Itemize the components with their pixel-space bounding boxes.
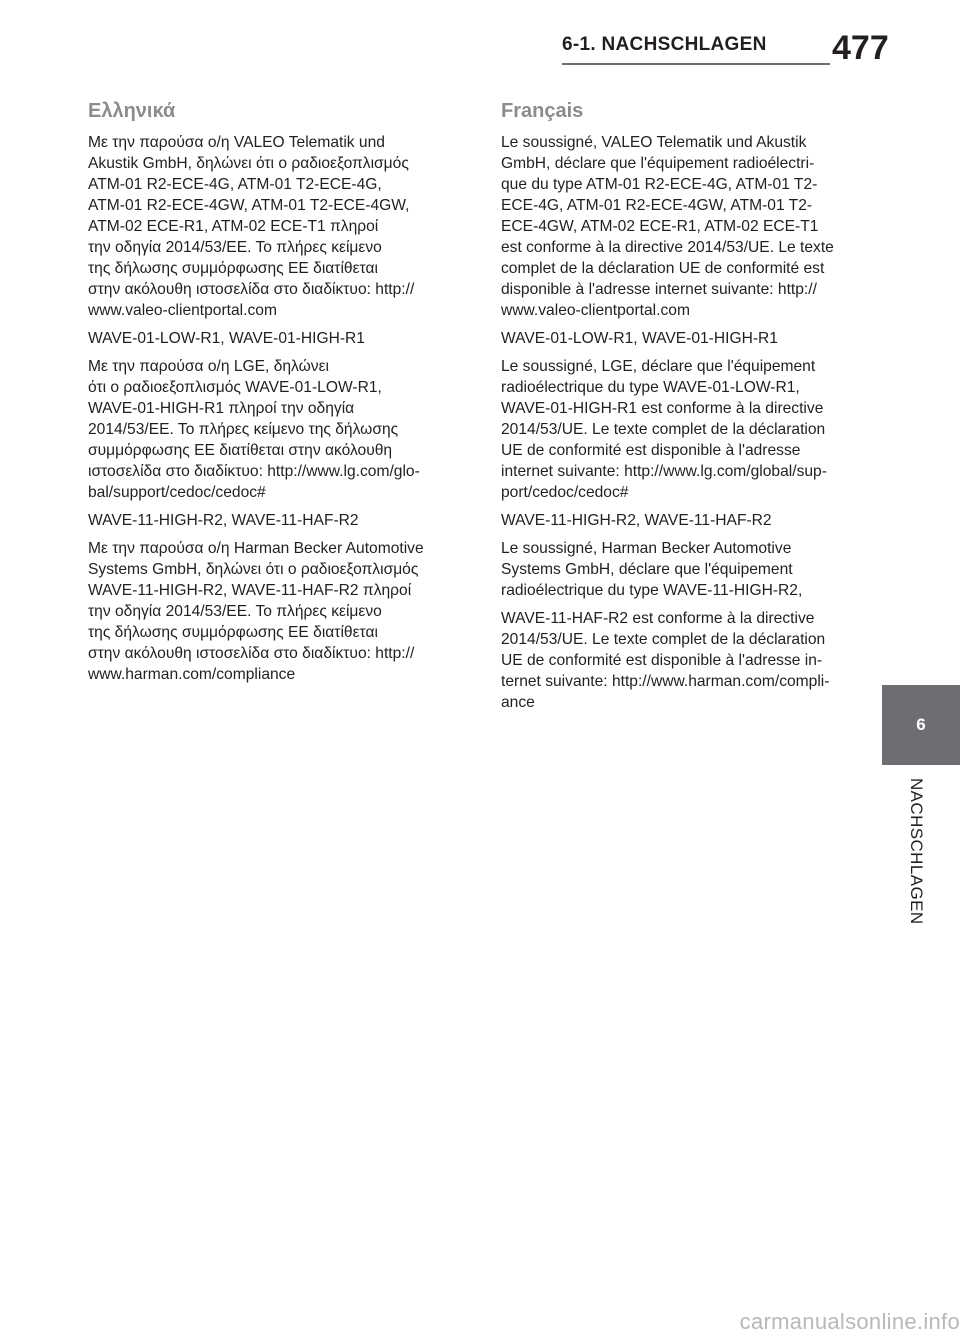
paragraph: [501, 538, 846, 601]
text-line: WAVE-01-LOW-R1, WAVE-01-HIGH-R1: [501, 330, 778, 347]
text-line: ternet suivante: http://www.harman.com/compli-: [501, 673, 830, 690]
paragraph: [88, 132, 453, 321]
text-line: 2014/53/UE. Le texte complet de la déclaration: [501, 631, 826, 648]
text-line: 2014/53/ΕΕ. Το πλήρες κείμενο της δήλωσης: [88, 421, 399, 438]
header-rule: [562, 63, 830, 65]
text-line: ECE-4G, ATM-01 R2-ECE-4GW, ATM-01 T2-: [501, 197, 813, 214]
paragraph: [501, 356, 846, 503]
text-line: WAVE-11-HIGH-R2, WAVE-11-HAF-R2: [501, 512, 772, 529]
text-line: www.valeo-clientportal.com: [501, 302, 690, 319]
text-line: Με την παρούσα ο/η VALEO Telematik und: [88, 134, 385, 151]
watermark: carmanualsonline.info: [739, 1309, 960, 1334]
text-line: WAVE-01-LOW-R1, WAVE-01-HIGH-R1: [88, 330, 365, 347]
right-column-french: [501, 98, 846, 720]
text-line: bal/support/cedoc/cedoc#: [88, 484, 266, 501]
text-line: ECE-4GW, ATM-02 ECE-R1, ATM-02 ECE-T1: [501, 218, 819, 235]
text-line: Systems GmbH, δηλώνει ότι ο ραδιοεξοπλισμός: [88, 561, 419, 578]
text-line: Le soussigné, VALEO Telematik und Akustik: [501, 134, 807, 151]
text-line: WAVE-11-HIGH-R2, WAVE-11-HAF-R2: [88, 512, 359, 529]
paragraph: [88, 356, 453, 503]
text-line: UE de conformité est disponible à l'adresse: [501, 442, 801, 459]
section-title-french: Français: [501, 100, 584, 122]
text-line: ότι ο ραδιοεξοπλισμός WAVE-01-LOW-R1,: [88, 379, 382, 396]
text-line: Le soussigné, LGE, déclare que l'équipement: [501, 358, 816, 375]
text-line: Με την παρούσα ο/η LGE, δηλώνει: [88, 358, 330, 375]
text-line: της δήλωσης συμμόρφωσης ΕΕ διατίθεται: [88, 260, 378, 277]
text-line: Systems GmbH, déclare que l'équipement: [501, 561, 793, 578]
chapter-number: 6: [916, 715, 926, 734]
text-line: complet de la déclaration UE de conformité est: [501, 260, 825, 277]
text-line: ATM-02 ECE-R1, ATM-02 ECE-T1 πληροί: [88, 218, 379, 235]
text-line: port/cedoc/cedoc#: [501, 484, 629, 501]
left-column-greek: [88, 98, 453, 692]
paragraph: [501, 510, 846, 531]
text-line: www.valeo-clientportal.com: [88, 302, 277, 319]
page-number: 477: [832, 29, 889, 67]
text-line: Με την παρούσα ο/η Harman Becker Automotive: [88, 540, 424, 557]
text-line: της δήλωσης συμμόρφωσης ΕΕ διατίθεται: [88, 624, 378, 641]
text-line: στην ακόλουθη ιστοσελίδα στο διαδίκτυο: http://: [88, 281, 415, 298]
paragraph: [88, 538, 453, 685]
text-line: συμμόρφωσης ΕΕ διατίθεται στην ακόλουθη: [88, 442, 393, 459]
paragraph: [501, 328, 846, 349]
text-line: Le soussigné, Harman Becker Automotive: [501, 540, 792, 557]
paragraph: [501, 608, 846, 713]
text-line: GmbH, déclare que l'équipement radioélectri-: [501, 155, 815, 172]
text-line: στην ακόλουθη ιστοσελίδα στο διαδίκτυο: http://: [88, 645, 415, 662]
text-line: WAVE-11-HIGH-R2, WAVE-11-HAF-R2 πληροί: [88, 582, 412, 599]
paragraph: [88, 510, 453, 531]
text-line: disponible à l'adresse internet suivante: http://: [501, 281, 817, 298]
paragraph: [88, 328, 453, 349]
text-line: radioélectrique du type WAVE-11-HIGH-R2,: [501, 582, 803, 599]
text-line: est conforme à la directive 2014/53/UE. Le texte: [501, 239, 834, 256]
chapter-label: [886, 778, 946, 938]
text-line: radioélectrique du type WAVE-01-LOW-R1,: [501, 379, 800, 396]
text-line: την οδηγία 2014/53/ΕΕ. Το πλήρες κείμενο: [88, 603, 382, 620]
right-paragraphs: [501, 132, 846, 713]
text-line: WAVE-11-HAF-R2 est conforme à la directive: [501, 610, 815, 627]
left-paragraphs: [88, 132, 453, 685]
text-line: 2014/53/UE. Le texte complet de la déclaration: [501, 421, 826, 438]
text-line: internet suivante: http://www.lg.com/global/sup-: [501, 463, 827, 480]
text-line: WAVE-01-HIGH-R1 est conforme à la directive: [501, 400, 824, 417]
text-line: την οδηγία 2014/53/ΕΕ. Το πλήρες κείμενο: [88, 239, 382, 256]
text-line: Akustik GmbH, δηλώνει ότι ο ραδιοεξοπλισμός: [88, 155, 409, 172]
paragraph: [501, 132, 846, 321]
text-line: ιστοσελίδα στο διαδίκτυο: http://www.lg.com/glo-: [88, 463, 420, 480]
text-line: ance: [501, 694, 535, 711]
text-line: ATM-01 R2-ECE-4G, ATM-01 T2-ECE-4G,: [88, 176, 382, 193]
text-line: que du type ATM-01 R2-ECE-4G, ATM-01 T2-: [501, 176, 818, 193]
text-line: www.harman.com/compliance: [88, 666, 296, 683]
text-line: UE de conformité est disponible à l'adresse in-: [501, 652, 823, 669]
section-title-greek: Ελληνικά: [88, 100, 176, 122]
text-line: ATM-01 R2-ECE-4GW, ATM-01 T2-ECE-4GW,: [88, 197, 410, 214]
header-title: 6-1. NACHSCHLAGEN: [562, 34, 767, 55]
chapter-tab: [882, 685, 960, 765]
text-line: WAVE-01-HIGH-R1 πληροί την οδηγία: [88, 400, 355, 417]
chapter-label-text: NACHSCHLAGEN: [907, 778, 926, 925]
